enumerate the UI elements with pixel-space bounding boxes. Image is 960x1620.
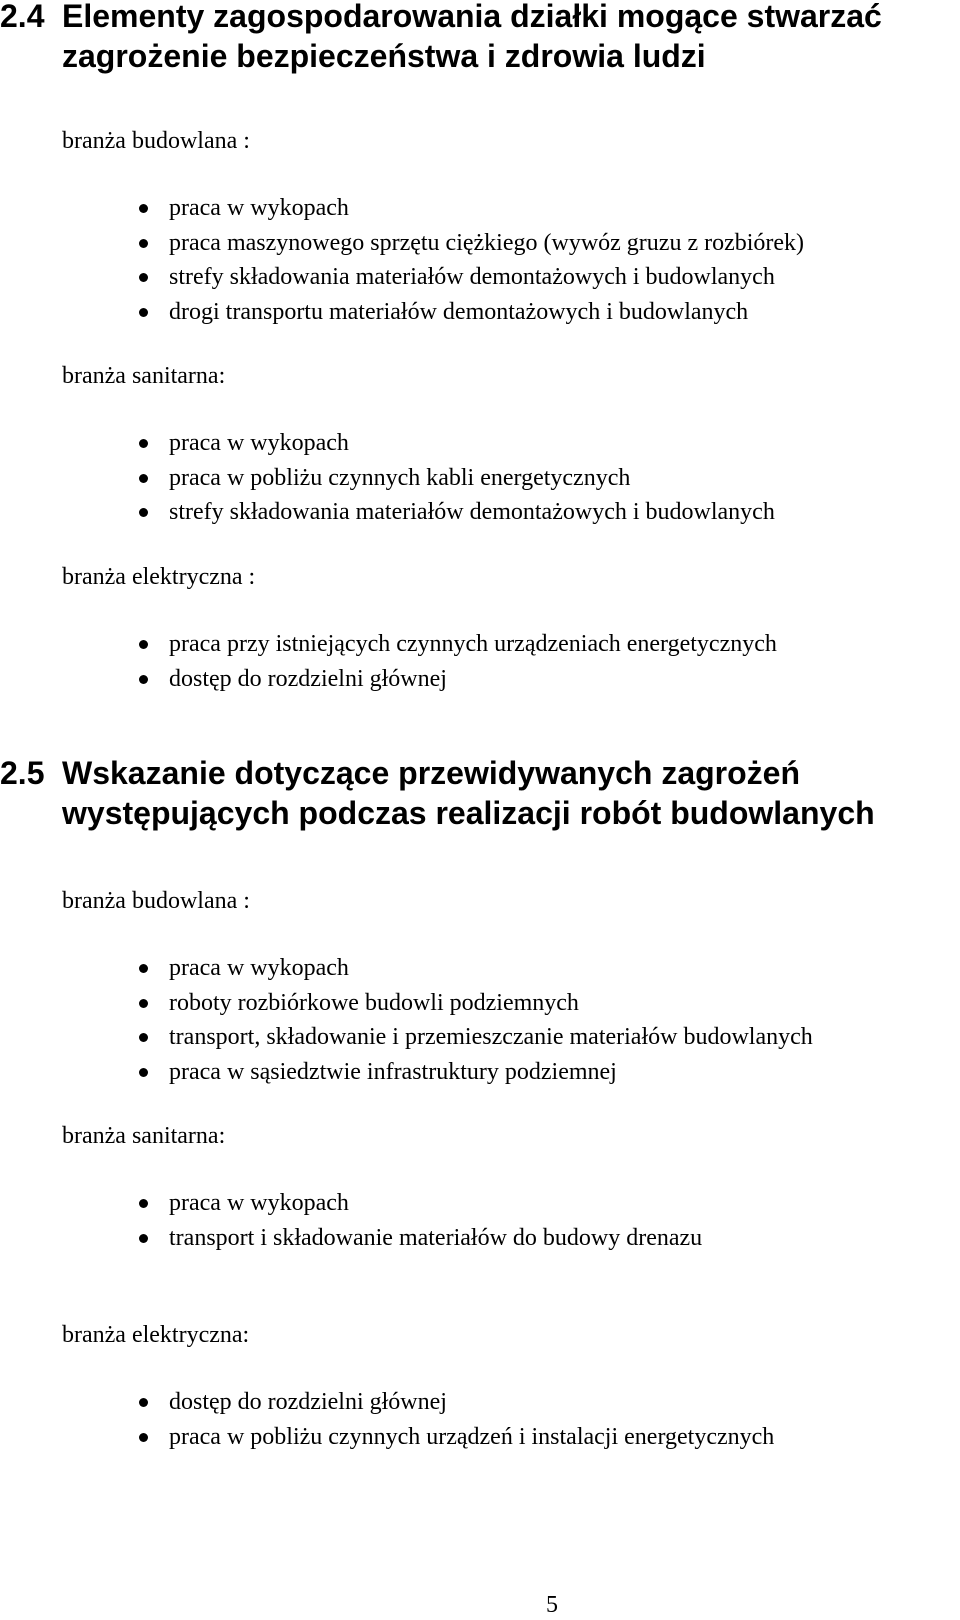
bullet-icon xyxy=(139,439,148,448)
bullet-icon xyxy=(139,1199,148,1208)
hazard-list-budowlana xyxy=(0,191,804,329)
hazard-list-elektryczna xyxy=(0,1385,774,1454)
list-item: strefy składowania materiałów demontażowych i budowlanych xyxy=(0,260,804,295)
section-2-5-heading xyxy=(0,753,960,833)
list-item: praca w pobliżu czynnych kabli energetycznych xyxy=(0,461,775,496)
list-item: praca w pobliżu czynnych urządzeń i instalacji energetycznych xyxy=(0,1420,774,1455)
bullet-icon xyxy=(139,1398,148,1407)
list-item: transport i składowanie materiałów do budowy drenazu xyxy=(0,1221,702,1256)
list-item: dostęp do rozdzielni głównej xyxy=(0,1385,774,1420)
group-label-elektryczna: branża elektryczna: xyxy=(62,1322,250,1348)
group-label-budowlana: branża budowlana : xyxy=(62,128,250,154)
bullet-icon xyxy=(139,675,148,684)
page-number: 5 xyxy=(546,1592,558,1618)
hazard-list-sanitarna xyxy=(0,426,775,530)
bullet-icon xyxy=(139,964,148,973)
list-item: praca w wykopach xyxy=(0,426,775,461)
heading-text-line-2: zagrożenie bezpieczeństwa i zdrowia ludzi xyxy=(62,38,706,74)
bullet-icon xyxy=(139,204,148,213)
bullet-icon xyxy=(139,308,148,317)
heading-text-line-1: Wskazanie dotyczące przewidywanych zagrożeń xyxy=(62,755,801,791)
list-item: dostęp do rozdzielni głównej xyxy=(0,662,777,697)
group-label-sanitarna: branża sanitarna: xyxy=(62,363,226,389)
list-item: praca w sąsiedztwie infrastruktury podziemnej xyxy=(0,1055,813,1090)
list-item: transport, składowanie i przemieszczanie materiałów budowlanych xyxy=(0,1020,813,1055)
group-label-elektryczna: branża elektryczna : xyxy=(62,564,256,590)
bullet-icon xyxy=(139,1234,148,1243)
bullet-icon xyxy=(139,640,148,649)
bullet-icon xyxy=(139,1033,148,1042)
list-item: praca w wykopach xyxy=(0,191,804,226)
bullet-icon xyxy=(139,508,148,517)
hazard-list-elektryczna xyxy=(0,627,777,696)
section-number: 2.4 xyxy=(0,0,45,34)
hazard-list-sanitarna xyxy=(0,1186,702,1255)
bullet-icon xyxy=(139,474,148,483)
list-item: praca przy istniejących czynnych urządzeniach energetycznych xyxy=(0,627,777,662)
list-item: praca w wykopach xyxy=(0,1186,702,1221)
group-label-sanitarna: branża sanitarna: xyxy=(62,1123,226,1149)
list-item: drogi transportu materiałów demontażowych i budowlanych xyxy=(0,295,804,330)
bullet-icon xyxy=(139,1068,148,1077)
list-item: roboty rozbiórkowe budowli podziemnych xyxy=(0,986,813,1021)
list-item: praca maszynowego sprzętu ciężkiego (wywóz gruzu z rozbiórek) xyxy=(0,226,804,261)
list-item: strefy składowania materiałów demontażowych i budowlanych xyxy=(0,495,775,530)
group-label-budowlana: branża budowlana : xyxy=(62,888,250,914)
bullet-icon xyxy=(139,999,148,1008)
hazard-list-budowlana xyxy=(0,951,813,1089)
bullet-icon xyxy=(139,273,148,282)
section-number: 2.5 xyxy=(0,755,45,791)
heading-text-line-1: Elementy zagospodarowania działki mogące stwarzać xyxy=(62,0,882,34)
heading-text-line-2: występujących podczas realizacji robót budowlanych xyxy=(62,795,875,831)
section-2-4-heading xyxy=(0,0,960,76)
bullet-icon xyxy=(139,1433,148,1442)
bullet-icon xyxy=(139,239,148,248)
list-item: praca w wykopach xyxy=(0,951,813,986)
